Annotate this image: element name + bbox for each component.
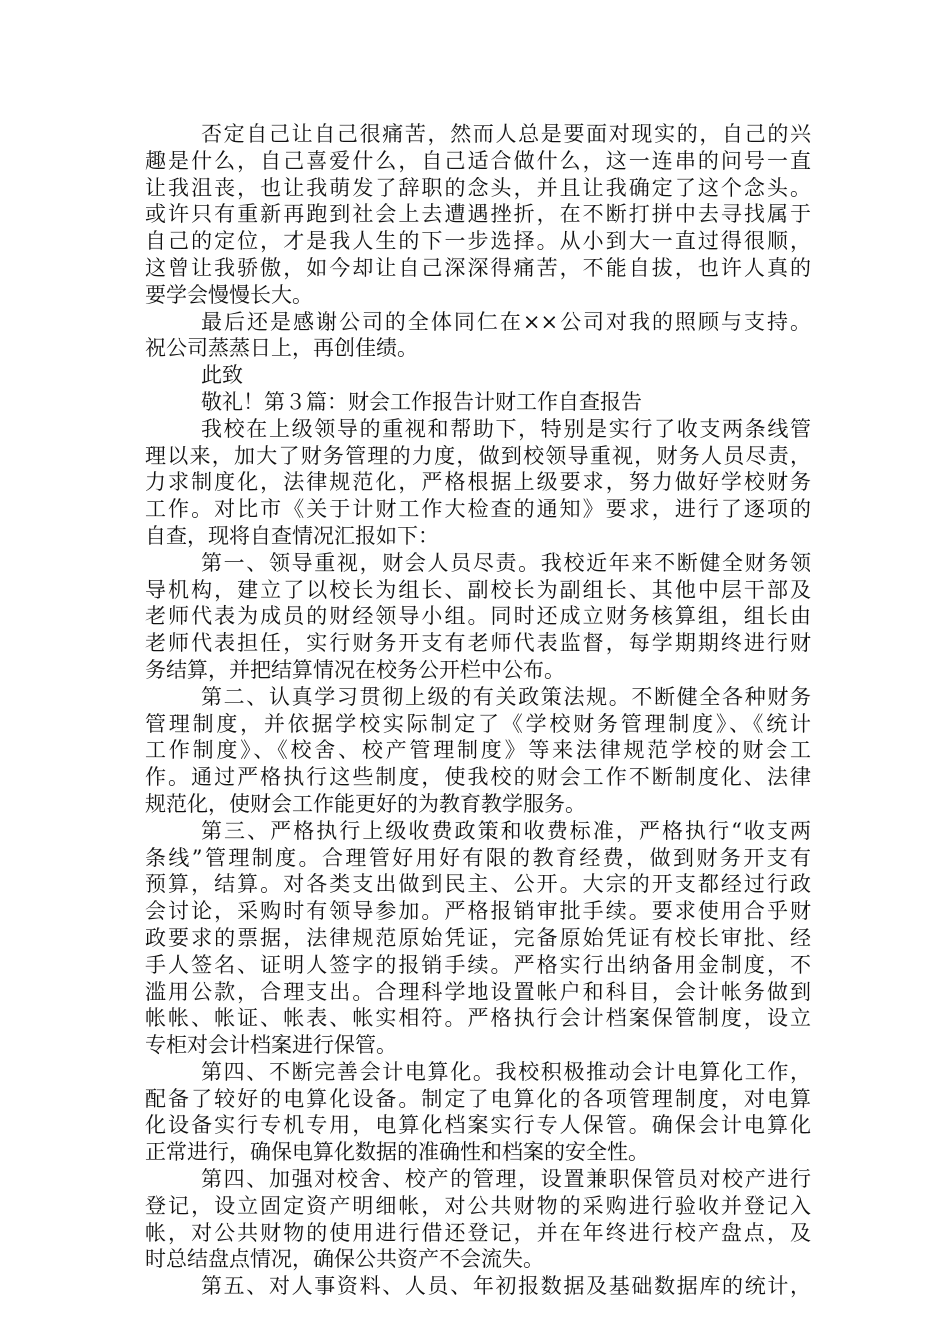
text-line: 管理制度，并依据学校实际制定了《学校财务管理制度》、《统计 — [145, 711, 811, 736]
text-line: 条线”管理制度。合理管好用好有限的教育经费，做到财务开支有 — [145, 845, 811, 870]
text-line: 否定自己让自己很痛苦，然而人总是要面对现实的，自己的兴 — [201, 122, 811, 146]
text-line: 手人签名、证明人签字的报销手续。严格实行出纳备用金制度，不 — [145, 952, 811, 977]
text-line: 老师代表担任，实行财务开支有老师代表监督，每学期期终进行财 — [145, 631, 811, 656]
document-body — [145, 121, 811, 1300]
text-line: 务结算，并把结算情况在校务公开栏中公布。 — [145, 657, 565, 682]
text-line: 让我沮丧，也让我萌发了辞职的念头，并且让我确定了这个念头。 — [145, 175, 811, 200]
text-line: 正常进行，确保电算化数据的准确性和档案的安全性。 — [145, 1140, 649, 1165]
text-line: 第三、严格执行上级收费政策和收费标准，严格执行“收支两 — [201, 818, 811, 843]
text-line: 自己的定位，才是我人生的下一步选择。从小到大一直过得很顺， — [145, 229, 811, 254]
text-line: 祝公司蒸蒸日上，再创佳绩。 — [145, 336, 418, 361]
text-line: 第四、加强对校舍、校产的管理，设置兼职保管员对校产进行 — [201, 1167, 811, 1192]
text-line: 化设备实行专机专用，电算化档案实行专人保管。确保会计电算化 — [145, 1113, 811, 1138]
text-line: 政要求的票据，法律规范原始凭证，完备原始凭证有校长审批、经 — [145, 925, 811, 950]
text-line: 这曾让我骄傲，如今却让自己深深得痛苦，不能自拔，也许人真的 — [145, 255, 811, 280]
text-line: 自查，现将自查情况汇报如下： — [145, 523, 439, 548]
text-line: 工作制度》、《校舍、校产管理制度》等来法律规范学校的财会工 — [145, 738, 811, 763]
text-line: 第二、认真学习贯彻上级的有关政策法规。不断健全各种财务 — [201, 684, 811, 709]
text-line: 配备了较好的电算化设备。制定了电算化的各项管理制度，对电算 — [145, 1086, 811, 1111]
text-line: 登记，设立固定资产明细帐，对公共财物的采购进行验收并登记入 — [145, 1193, 811, 1218]
text-line: 或许只有重新再跑到社会上去遭遇挫折，在不断打拼中去寻找属于 — [145, 202, 811, 227]
text-line: 最后还是感谢公司的全体同仁在××公司对我的照顾与支持。 — [201, 309, 811, 334]
text-line: 第四、不断完善会计电算化。我校积极推动会计电算化工作， — [201, 1059, 811, 1084]
text-line: 敬礼！第３篇：财会工作报告计财工作自查报告 — [201, 389, 642, 414]
text-line: 导机构，建立了以校长为组长、副校长为副组长、其他中层干部及 — [145, 577, 811, 602]
text-line: 第一、领导重视，财会人员尽责。我校近年来不断健全财务领 — [201, 550, 811, 575]
text-line: 作。通过严格执行这些制度，使我校的财会工作不断制度化、法律 — [145, 765, 811, 790]
text-line: 要学会慢慢长大。 — [145, 282, 313, 307]
text-line: 滥用公款，合理支出。合理科学地设置帐户和科目，会计帐务做到 — [145, 979, 811, 1004]
text-line: 帐，对公共财物的使用进行借还登记，并在年终进行校产盘点，及 — [145, 1220, 811, 1245]
text-line: 帐帐、帐证、帐表、帐实相符。严格执行会计档案保管制度，设立 — [145, 1006, 811, 1031]
text-line: 工作。对比市《关于计财工作大检查的通知》要求，进行了逐项的 — [145, 497, 811, 522]
text-line: 理以来，加大了财务管理的力度，做到校领导重视，财务人员尽责， — [145, 443, 811, 468]
text-line: 规范化，使财会工作能更好的为教育教学服务。 — [145, 791, 586, 816]
text-line: 专柜对会计档案进行保管。 — [145, 1033, 397, 1058]
text-line: 时总结盘点情况，确保公共资产不会流失。 — [145, 1247, 544, 1272]
text-line: 会讨论，采购时有领导参加。严格报销审批手续。要求使用合乎财 — [145, 899, 811, 924]
text-line: 趣是什么，自己喜爱什么，自己适合做什么，这一连串的问号一直 — [145, 148, 811, 173]
text-line: 此致 — [201, 363, 243, 388]
text-line: 预算，结算。对各类支出做到民主、公开。大宗的开支都经过行政 — [145, 872, 811, 897]
text-line: 力求制度化，法律规范化，严格根据上级要求，努力做好学校财务 — [145, 470, 811, 495]
text-line: 第五、对人事资料、人员、年初报数据及基础数据库的统计， — [201, 1274, 811, 1299]
text-line: 老师代表为成员的财经领导小组。同时还成立财务核算组，组长由 — [145, 604, 811, 629]
text-line: 我校在上级领导的重视和帮助下，特别是实行了收支两条线管 — [201, 416, 811, 441]
